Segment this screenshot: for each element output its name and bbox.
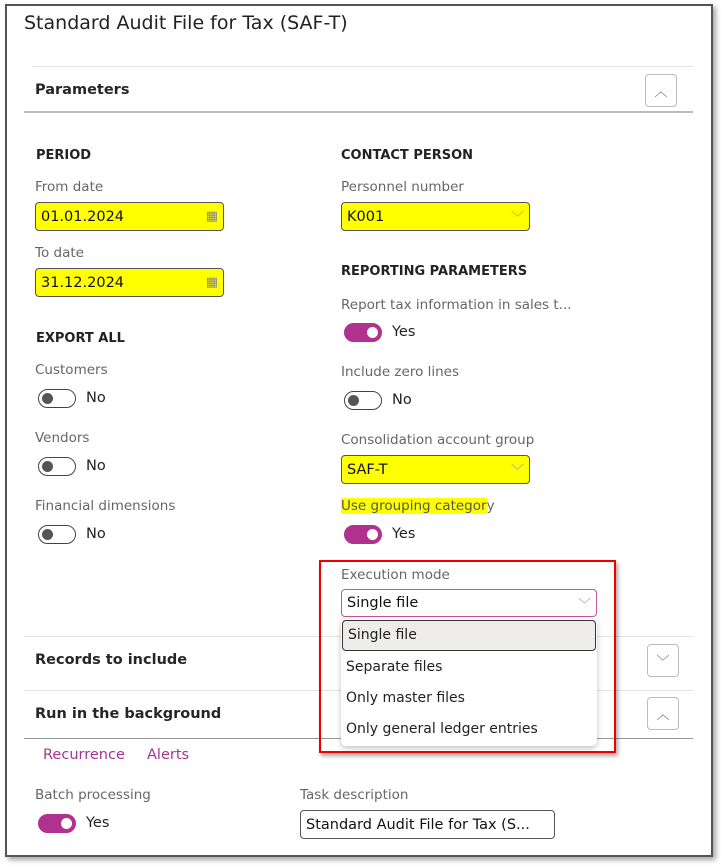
divider: [24, 111, 693, 113]
execution-mode-select[interactable]: [341, 589, 597, 617]
consolidation-select[interactable]: [341, 455, 530, 484]
from-date-value: 01.01.2024: [41, 208, 125, 225]
task-description-value: Standard Audit File for Tax (S...: [306, 816, 530, 833]
divider: [33, 66, 693, 67]
task-description-label: Task description: [300, 787, 409, 803]
page-title: Standard Audit File for Tax (SAF-T): [24, 12, 348, 34]
chevron-down-icon: ﹀: [577, 597, 591, 613]
parameters-header: Parameters: [35, 82, 130, 98]
calendar-icon[interactable]: ▦: [205, 209, 218, 224]
personnel-number-value: K001: [347, 208, 385, 225]
chevron-down-icon: ﹀: [510, 464, 524, 479]
zero-lines-value: No: [392, 392, 412, 408]
execution-mode-dropdown: [341, 619, 597, 746]
option-only-master-files[interactable]: Only master files: [346, 690, 465, 706]
personnel-number-select[interactable]: [341, 202, 530, 231]
records-header: Records to include: [35, 652, 188, 668]
zero-lines-toggle[interactable]: [344, 391, 382, 410]
grouping-value: Yes: [392, 526, 416, 542]
batch-processing-value: Yes: [86, 815, 110, 831]
consolidation-value: SAF-T: [347, 461, 388, 478]
option-single-file[interactable]: Single file: [348, 627, 417, 643]
vendors-toggle[interactable]: [38, 457, 76, 476]
collapse-background-button[interactable]: [647, 697, 679, 730]
reporting-parameters-heading: REPORTING PARAMETERS: [341, 264, 528, 279]
from-date-label: From date: [35, 179, 104, 195]
calendar-icon[interactable]: ▦: [205, 275, 218, 290]
report-tax-value: Yes: [392, 324, 416, 340]
report-tax-toggle[interactable]: [344, 323, 382, 342]
collapse-parameters-button[interactable]: [645, 74, 677, 107]
execution-mode-value: Single file: [347, 595, 419, 611]
financial-dimensions-value: No: [86, 526, 106, 542]
chevron-down-icon: ﹀: [510, 211, 524, 226]
financial-dimensions-label: Financial dimensions: [35, 498, 176, 514]
contact-person-heading: CONTACT PERSON: [341, 148, 474, 163]
to-date-input[interactable]: [35, 268, 224, 297]
period-heading: PERIOD: [36, 148, 92, 163]
report-tax-label: Report tax information in sales t...: [341, 297, 572, 313]
execution-mode-label: Execution mode: [341, 567, 450, 583]
vendors-label: Vendors: [35, 430, 90, 446]
alerts-link[interactable]: Alerts: [147, 747, 190, 763]
to-date-label: To date: [35, 245, 84, 261]
chevron-up-icon: ︿: [654, 85, 668, 100]
consolidation-label: Consolidation account group: [341, 432, 535, 448]
financial-dimensions-toggle[interactable]: [38, 525, 76, 544]
vendors-value: No: [86, 458, 106, 474]
option-separate-files[interactable]: Separate files: [346, 659, 443, 675]
batch-processing-label: Batch processing: [35, 787, 151, 803]
grouping-toggle[interactable]: [344, 525, 382, 544]
option-only-general-ledger[interactable]: Only general ledger entries: [346, 721, 538, 737]
personnel-number-label: Personnel number: [341, 179, 464, 195]
chevron-up-icon: ︿: [656, 708, 670, 723]
customers-toggle[interactable]: [38, 389, 76, 408]
grouping-label-rest: y: [486, 498, 495, 514]
to-date-value: 31.12.2024: [41, 274, 125, 291]
background-header: Run in the background: [35, 706, 222, 722]
from-date-input[interactable]: [35, 202, 224, 231]
task-description-input[interactable]: [300, 810, 555, 839]
grouping-label: [341, 498, 495, 514]
customers-value: No: [86, 390, 106, 406]
batch-processing-toggle[interactable]: [38, 814, 76, 833]
expand-records-button[interactable]: [647, 644, 679, 677]
chevron-down-icon: ﹀: [656, 655, 670, 670]
grouping-label-highlighted: Use grouping categor: [341, 498, 487, 514]
customers-label: Customers: [35, 362, 108, 378]
recurrence-link[interactable]: Recurrence: [43, 747, 125, 763]
zero-lines-label: Include zero lines: [341, 364, 460, 380]
export-all-heading: EXPORT ALL: [36, 331, 125, 346]
